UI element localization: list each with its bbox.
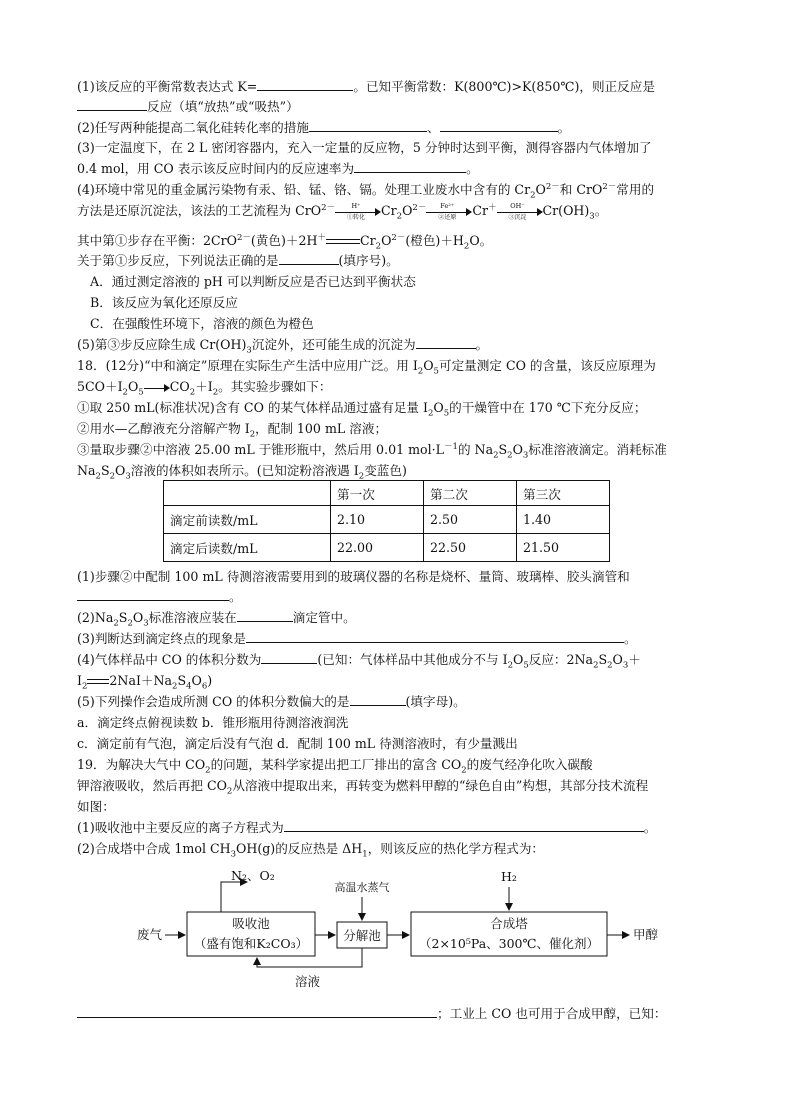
text: O	[535, 182, 546, 197]
sub: 2	[172, 681, 178, 692]
text: 。	[475, 337, 489, 352]
absorber-title: 吸收池	[232, 916, 270, 931]
text: 。	[594, 203, 608, 218]
decomposer-label: 分解池	[343, 928, 381, 943]
text: (黄色)＋2H	[250, 233, 318, 248]
text: ①取 250 mL(标准状况)含有 CO 的某气体样品通过盛有足量 I	[77, 400, 428, 415]
sup: 2－	[236, 232, 251, 243]
answer-blank[interactable]	[284, 819, 644, 832]
text: (橙色)＋H	[405, 233, 464, 248]
sub: 2	[249, 429, 256, 440]
sub: 6	[201, 681, 208, 692]
table-row-label: 滴定后读数/mL	[164, 534, 331, 562]
text: 滴定管中。	[292, 610, 356, 625]
text: ＋I	[195, 379, 213, 394]
equilibrium-arrow	[326, 237, 360, 247]
sup: 2－	[412, 202, 427, 213]
table-header-cell: 第二次	[424, 481, 517, 506]
text: 可定量测定 CO 的含量，该反应原理为	[438, 358, 656, 373]
q-line-2	[77, 98, 717, 116]
text: ，则该反应的热化学方程式为：	[367, 841, 544, 856]
text: (4)环境中常见的重金属污染物有汞、铅、锰、铬、镉。处理工业废水中含有的 Cr	[77, 182, 531, 197]
text: ＋	[628, 652, 641, 667]
text: O	[132, 610, 144, 625]
sup: 2－	[545, 181, 560, 192]
answer-blank[interactable]	[416, 336, 476, 349]
process-flow-diagram	[125, 865, 685, 990]
answer-blank[interactable]	[257, 78, 353, 91]
text: (填序号)。	[338, 253, 399, 268]
text: (4)气体样品中 CO 的体积分数为	[77, 652, 262, 667]
q-line-26	[77, 693, 717, 711]
q-line-20	[77, 568, 717, 586]
text: S	[118, 610, 128, 625]
sub: 2	[127, 618, 133, 629]
table-header-cell: 第三次	[517, 481, 610, 506]
q-line-29	[77, 756, 717, 774]
text: O	[612, 652, 623, 667]
sup: 2－	[602, 181, 617, 192]
sub: 3	[143, 618, 149, 629]
text: )	[207, 673, 213, 688]
reaction-arrow	[497, 201, 543, 221]
text: (5)下列操作会造成所测 CO 的体积分数偏大的是	[77, 694, 350, 709]
q-line-32	[77, 819, 717, 837]
tower-conditions: （2×10⁵Pa、300℃、催化剂）	[419, 936, 599, 951]
steam-label: 高温水蒸气	[334, 881, 390, 894]
text: (2)Na	[77, 610, 114, 625]
sub: 3	[230, 849, 237, 860]
arrow-label: ①转化	[346, 213, 365, 221]
option-row-ab	[77, 714, 717, 732]
sub: 5	[433, 366, 439, 377]
answer-blank[interactable]	[261, 651, 317, 664]
sup: 2－	[391, 232, 406, 243]
text: O	[402, 203, 413, 218]
text: 0.4 mol，用 CO 表示该反应时间内的反应速率为	[77, 161, 355, 176]
sub: 2	[122, 387, 128, 398]
q-line-34	[77, 1005, 717, 1023]
text: 常用的	[616, 182, 655, 197]
text: O	[512, 442, 523, 457]
text: 反应（填“放热”或“吸热”）	[147, 99, 299, 114]
text: S	[100, 463, 110, 478]
text: 如图：	[77, 799, 115, 814]
reaction-arrow	[335, 201, 381, 221]
sub: 2	[530, 190, 536, 201]
q-line-17	[77, 420, 717, 438]
answer-blank[interactable]	[77, 1005, 437, 1018]
sub: 3	[125, 471, 131, 482]
text: 的干燥管中在 170 ℃下充分反应；	[449, 400, 647, 415]
text: C．在强酸性环境下，溶液的颜色为橙色	[90, 316, 314, 331]
text: 溶液的体积如表所示。(已知淀粉溶液遇 I	[130, 463, 359, 478]
text: O	[381, 233, 392, 248]
text: (已知：气体样品中其他成分不与 I	[317, 652, 508, 667]
text: 、	[426, 120, 440, 135]
sub: 2	[507, 450, 513, 461]
arrow-label: OH⁻	[510, 201, 525, 210]
sub: 2	[417, 366, 424, 377]
sub: 2	[396, 211, 403, 222]
text: O	[423, 358, 434, 373]
q-line-5	[77, 160, 717, 178]
table-cell: 22.50	[424, 534, 517, 562]
sub: 2	[226, 786, 233, 797]
text: 关于第①步反应，下列说法正确的是	[77, 253, 279, 268]
sub: 2	[109, 471, 116, 482]
text: (3)判断达到滴定终点的现象是	[77, 631, 246, 646]
arrow-label: ③沉淀	[508, 213, 527, 221]
text: O	[512, 652, 524, 667]
table-cell: 1.40	[517, 506, 610, 534]
text: Cr	[359, 233, 376, 248]
sub: 2	[205, 765, 211, 776]
text: a．滴定终点俯视读数 b．锥形瓶用待测溶液润洗	[77, 715, 349, 730]
answer-blank[interactable]	[279, 252, 339, 265]
q-line-22	[77, 609, 717, 627]
text: 的废气经净化吹入碳酸	[466, 757, 593, 772]
sub: 1	[362, 849, 368, 860]
text: 反应：2Na	[528, 652, 594, 667]
sub: 2	[113, 618, 119, 629]
option-b	[90, 294, 730, 312]
text: 。已知平衡常数：K(800℃)>K(850℃)，则正反应是	[353, 79, 655, 94]
arrow-label: H⁺	[351, 201, 361, 210]
q-line-31	[77, 798, 717, 816]
text: 标准溶液应装在	[148, 610, 237, 625]
text: (5)第③步反应除生成 Cr(OH)	[77, 337, 247, 352]
q-line-8	[77, 232, 717, 250]
table-row	[164, 534, 610, 562]
h2-label: H₂	[501, 869, 517, 884]
text: (2)任写两种能提高二氧化硅转化率的措施	[77, 120, 309, 135]
sub: 2	[493, 450, 499, 461]
sup: 2－	[321, 202, 335, 213]
sub: 2	[375, 241, 382, 252]
q-line-33	[77, 840, 717, 858]
q-line-19	[77, 462, 717, 480]
table-header-cell	[164, 481, 331, 506]
q-line-7	[77, 202, 717, 220]
table-header-cell: 第一次	[331, 481, 424, 506]
answer-blank[interactable]	[246, 630, 624, 643]
text: S	[177, 673, 187, 688]
text: CO	[169, 379, 190, 394]
text: c．滴定前有气泡，滴定后没有气泡 d．配制 100 mL 待测溶液时，有少量溅出	[77, 736, 518, 751]
q-line-15	[77, 378, 717, 396]
text: 变蓝色)	[364, 463, 407, 478]
sub: 2	[428, 408, 434, 419]
text: OH(g)的反应热是 ΔH	[236, 841, 363, 856]
text: A．通过测定溶液的 pH 可以判断反应是否已达到平衡状态	[90, 274, 416, 289]
sub: 3	[522, 450, 529, 461]
text: (1)该反应的平衡常数表达式 K=	[77, 79, 258, 94]
answer-blank[interactable]	[309, 119, 427, 132]
q-line-14	[77, 357, 717, 375]
table-row-label: 滴定前读数/mL	[164, 506, 331, 534]
sub: 5	[138, 387, 144, 398]
q-line-23	[77, 630, 717, 648]
text: O	[433, 400, 444, 415]
text: (2)合成塔中合成 1mol CH	[77, 841, 231, 856]
text: Cr	[381, 203, 397, 218]
sub: 2	[607, 660, 613, 671]
outgas-label: N₂、O₂	[231, 868, 275, 883]
sub: 2	[593, 660, 599, 671]
arrow-outgas	[221, 882, 247, 912]
answer-blank[interactable]	[440, 119, 558, 132]
sub: 2	[358, 471, 365, 482]
option-a	[90, 273, 730, 291]
q-line-21	[77, 588, 717, 606]
text: 。	[466, 161, 479, 176]
tower-title: 合成塔	[490, 916, 528, 931]
text: 5CO＋I	[77, 379, 123, 394]
sub: 3	[246, 345, 252, 356]
sub: 4	[186, 681, 192, 692]
text: ③量取步骤②中溶液 25.00 mL 于锥形瓶中，然后用 0.01 mol·L	[77, 442, 445, 457]
q-line-3	[77, 119, 717, 137]
text: 方法是还原沉淀法，该法的工艺流程为 CrO	[77, 203, 322, 218]
arrow-label: Fe²⁺	[440, 201, 455, 210]
text: I	[77, 673, 82, 688]
sub: 2	[95, 471, 101, 482]
text: 的问题，某科学家提出把工厂排出的富含 CO	[210, 757, 462, 772]
text: B．该反应为氧化还原反应	[90, 295, 238, 310]
text: Cr	[472, 203, 488, 218]
text: (填字母)。	[405, 694, 466, 709]
answer-blank[interactable]	[350, 693, 406, 706]
sup: ＋	[487, 202, 497, 213]
text: O	[191, 673, 202, 688]
table-header-row	[164, 481, 610, 506]
reaction-arrow	[426, 201, 472, 221]
table-cell: 21.50	[517, 534, 610, 562]
option-row-cd	[77, 735, 717, 753]
text: ；工业上 CO 也可用于合成甲醇，已知：	[437, 1006, 667, 1021]
solution-label: 溶液	[295, 974, 321, 989]
option-c	[90, 315, 730, 333]
sub: 2	[463, 241, 470, 252]
q-line-18	[77, 441, 717, 459]
table-cell: 22.00	[331, 534, 424, 562]
text: ，配制 100 mL 溶液；	[255, 421, 388, 436]
reaction-arrow	[144, 382, 170, 394]
sub: 3	[622, 660, 629, 671]
sub: 2	[507, 660, 513, 671]
text: O	[115, 463, 126, 478]
q-line-25	[77, 672, 717, 690]
text: S	[498, 442, 508, 457]
exhaust-label: 废气	[137, 927, 163, 942]
text: S	[598, 652, 608, 667]
sub: 2	[212, 387, 219, 398]
text: O。	[469, 233, 493, 248]
text: 。	[643, 820, 657, 835]
text: 2NaI＋Na	[109, 673, 173, 688]
sub: 5	[443, 408, 450, 419]
text: ②用水—乙醇液充分溶解产物 I	[77, 421, 250, 436]
text: 其中第①步存在平衡：2CrO	[77, 233, 237, 248]
sub: 5	[523, 660, 529, 671]
answer-blank[interactable]	[77, 588, 229, 601]
text: 。	[557, 120, 571, 135]
text: Na	[77, 463, 96, 478]
text: 沉淀外，还可能生成的沉淀为	[251, 337, 416, 352]
text: 18．(12分)“中和滴定”原理在实际生产生活中应用广泛。用 I	[77, 358, 418, 373]
absorber-subtitle: （盛有饱和K₂CO₃）	[193, 936, 309, 951]
sub: 2	[461, 765, 467, 776]
text: 钾溶液吸收，然后再把 CO	[77, 778, 227, 793]
text: 19．为解决大气中 CO	[77, 757, 206, 772]
sup: －1	[444, 441, 458, 452]
product-label: 甲醇	[633, 927, 659, 942]
table-cell: 2.10	[331, 506, 424, 534]
q-line-1	[77, 78, 717, 96]
text: 的 Na	[457, 442, 494, 457]
text: Cr(OH)	[542, 203, 590, 218]
text: 。	[623, 631, 637, 646]
sub: 2	[189, 387, 196, 398]
text: (1)吸收池中主要反应的离子方程式为	[77, 820, 284, 835]
answer-blank[interactable]	[77, 98, 147, 111]
answer-blank[interactable]	[354, 160, 466, 173]
text: 从溶液中提取出来，再转变为燃料甲醇的“绿色自由”构想，其部分技术流程	[232, 778, 649, 793]
text: 和 CrO	[559, 182, 603, 197]
text: O	[127, 379, 139, 394]
q-line-9	[77, 252, 717, 270]
q-line-4	[77, 139, 717, 157]
q-line-6	[77, 181, 717, 199]
q-line-24	[77, 651, 717, 669]
text: (1)步骤②中配制 100 mL 待测溶液需要用到的玻璃仪器的名称是烧杯、量筒、玻璃棒、胶头滴管和	[77, 569, 630, 584]
table-row	[164, 506, 610, 534]
sub: 3	[589, 211, 595, 222]
text: 。其实验步骤如下：	[218, 379, 332, 394]
text: (3)一定温度下，在 2 L 密闭容器内，充入一定量的反应物，5 分钟时达到平衡，测得容器内气体增加了	[77, 140, 652, 155]
answer-blank[interactable]	[237, 609, 293, 622]
text: 。	[229, 589, 242, 604]
q-line-13	[77, 336, 717, 354]
arrow-label: ②还原	[438, 213, 457, 221]
sub: 2	[81, 681, 88, 692]
sup: ＋	[317, 232, 326, 243]
q-line-16	[77, 399, 717, 417]
table-cell: 2.50	[424, 506, 517, 534]
titration-table	[163, 480, 610, 562]
equals-sign	[87, 677, 109, 687]
q-line-30	[77, 777, 717, 795]
text: 标准溶液滴定。消耗标准	[528, 442, 667, 457]
